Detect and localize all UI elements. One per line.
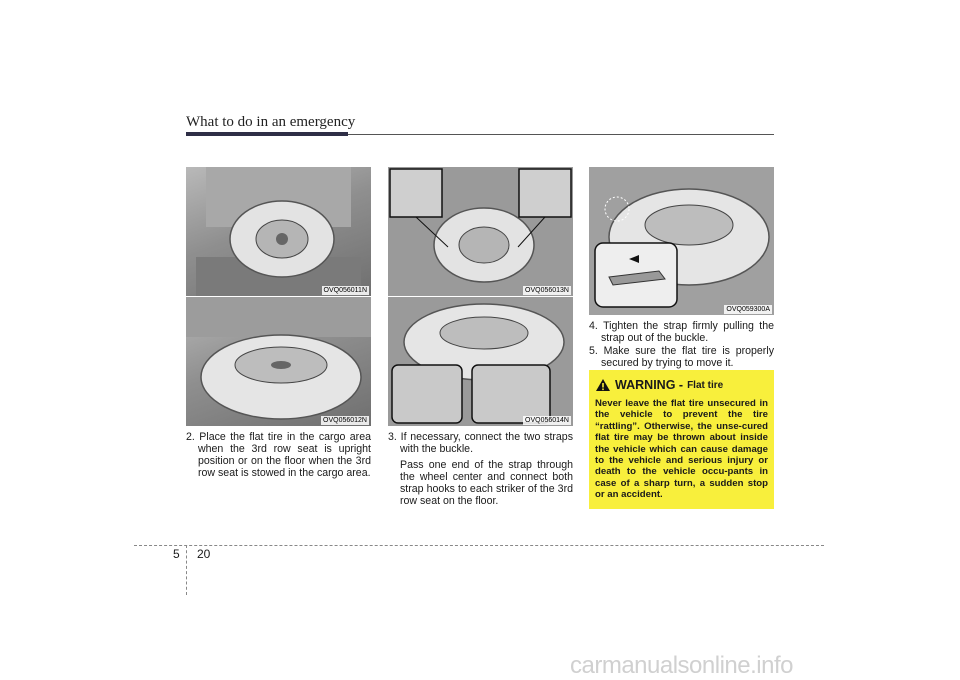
step-text-cont: when the 3rd row seat is upright position or on the floor when the 3rd row seat is stowed in the cargo area.: [198, 443, 371, 479]
step-3: [388, 431, 573, 507]
warning-title: WARNING -: [615, 378, 684, 392]
warning-box: [589, 370, 774, 509]
step-4: [589, 320, 774, 344]
step-number: 4.: [589, 320, 598, 332]
photo-strap-hooks: [388, 167, 573, 296]
step-number: 2.: [186, 431, 195, 443]
image-code: OVQ056013N: [525, 287, 569, 294]
photo-strap-tighten: [589, 167, 774, 315]
header-bar: [186, 132, 348, 136]
step-2: [186, 431, 371, 479]
step-5: [589, 345, 774, 369]
footer-divider: [186, 545, 187, 595]
image-code: OVQ056011N: [323, 287, 367, 294]
warning-header: [595, 378, 723, 392]
step-text: Place the flat tire in the cargo area: [199, 431, 371, 443]
step-number: 3.: [388, 431, 397, 443]
section-number: 5: [173, 547, 180, 561]
warning-body: Never leave the flat tire unsecured in the vehicle to prevent the tire “rattling”. Otherwise, the unse-cured flat tire may be thrown about inside the vehicle which can cause damage to the vehicle and serious injury or death to the vehicle occu-pants in case of a sharp turn, a sudden stop or an accident.: [595, 398, 768, 501]
photo-cargo-upright: [186, 167, 371, 296]
step-text: Make sure the flat tire is properly: [603, 345, 774, 357]
page-number: 20: [197, 547, 211, 561]
warning-triangle-icon: [595, 378, 611, 392]
image-code: OVQ056012N: [323, 417, 367, 424]
step-text-cont: straps with the buckle.: [400, 431, 573, 455]
step-text: If necessary, connect the two: [400, 431, 541, 443]
image-code: OVQ056014N: [525, 417, 569, 424]
photo-cargo-floor: [186, 297, 371, 426]
step-number: 5.: [589, 345, 598, 357]
header-rule: [348, 134, 774, 135]
image-code: OVQ059300A: [726, 306, 770, 313]
section-title: What to do in an emergency: [186, 114, 356, 130]
step-text-cont: strap out of the buckle.: [601, 332, 709, 344]
watermark: carmanualsonline.info: [570, 652, 793, 679]
step-text-cont: secured by trying to move it.: [601, 357, 734, 369]
step-3-paragraph: Pass one end of the strap through the wheel center and connect both strap hooks to each striker of the 3rd row seat on the floor.: [400, 459, 573, 507]
step-text: Tighten the strap firmly pulling the: [603, 320, 774, 332]
photo-strap-connected: [388, 297, 573, 426]
footer-rule: [134, 545, 824, 546]
warning-subtitle: Flat tire: [687, 379, 724, 391]
